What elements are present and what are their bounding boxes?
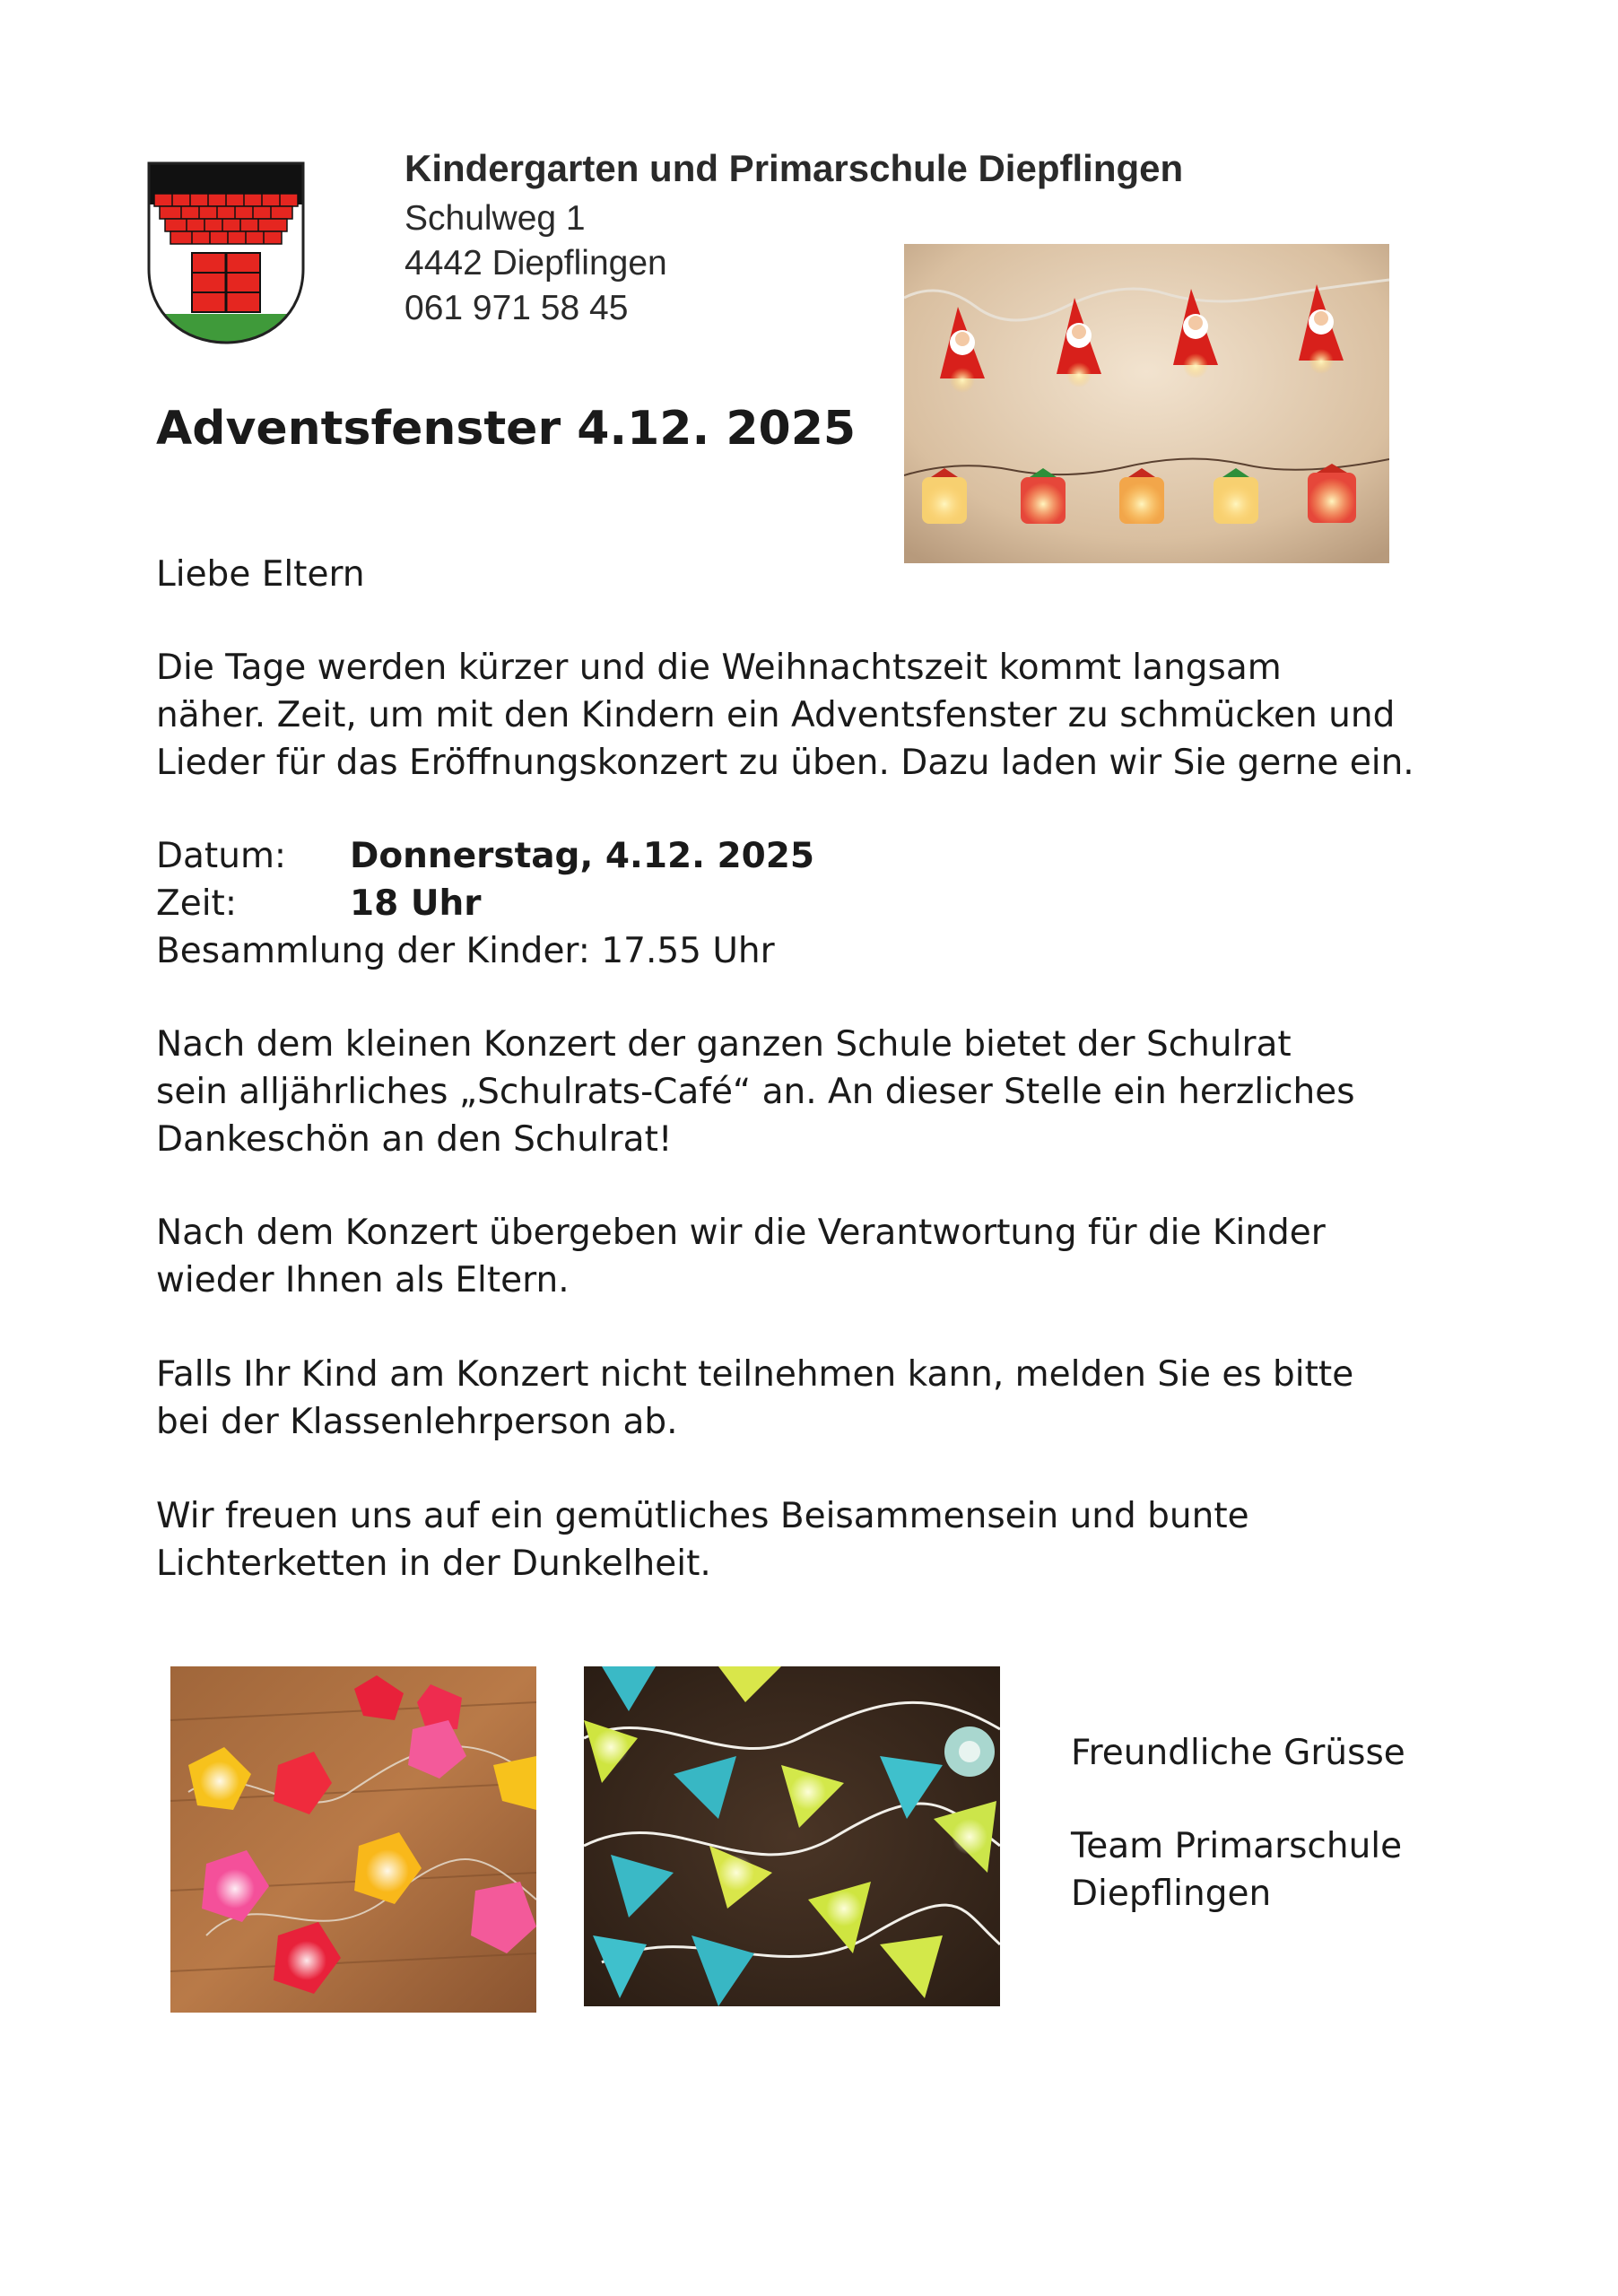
intro-line: näher. Zeit, um mit den Kindern ein Adventsfenster zu schmücken und bbox=[156, 695, 1396, 735]
closing-line: Wir freuen uns auf ein gemütliches Beisammensein und bunte bbox=[156, 1496, 1249, 1536]
time-label: Zeit: bbox=[156, 883, 237, 924]
team-line-1: Team Primarschule bbox=[1071, 1826, 1403, 1866]
intro-line: Die Tage werden kürzer und die Weihnachtszeit kommt langsam bbox=[156, 648, 1282, 688]
team-line-2: Diepflingen bbox=[1071, 1874, 1272, 1914]
school-street: Schulweg 1 bbox=[404, 199, 586, 238]
responsibility-line: Nach dem Konzert übergeben wir die Verantwortung für die Kinder bbox=[156, 1213, 1326, 1253]
responsibility-paragraph bbox=[156, 1209, 1501, 1304]
cafe-paragraph bbox=[156, 1021, 1501, 1163]
event-details bbox=[156, 832, 1501, 975]
school-name: Kindergarten und Primarschule Diepflingen bbox=[404, 147, 1184, 189]
closing-line: Lichterketten in der Dunkelheit. bbox=[156, 1544, 711, 1584]
cafe-line: sein alljährliches „Schulrats-Café“ an. An dieser Stelle ein herzliches bbox=[156, 1072, 1355, 1112]
absence-line: bei der Klassenlehrperson ab. bbox=[156, 1402, 678, 1442]
absence-line: Falls Ihr Kind am Konzert nicht teilnehmen kann, melden Sie es bitte bbox=[156, 1354, 1354, 1395]
school-city: 4442 Diepflingen bbox=[404, 244, 667, 283]
responsibility-line: wieder Ihnen als Eltern. bbox=[156, 1260, 570, 1300]
cafe-line: Dankeschön an den Schulrat! bbox=[156, 1119, 673, 1160]
school-phone: 061 971 58 45 bbox=[404, 289, 629, 327]
absence-paragraph bbox=[156, 1351, 1501, 1446]
salutation bbox=[156, 551, 1501, 598]
regards: Freundliche Grüsse bbox=[1071, 1733, 1405, 1773]
intro-paragraph bbox=[156, 644, 1501, 787]
assembly-time: Besammlung der Kinder: 17.55 Uhr bbox=[156, 931, 775, 971]
cafe-line: Nach dem kleinen Konzert der ganzen Schule bietet der Schulrat bbox=[156, 1024, 1292, 1065]
cone-lights-photo bbox=[584, 1666, 1000, 2006]
date-label: Datum: bbox=[156, 836, 287, 876]
date-value: Donnerstag, 4.12. 2025 bbox=[350, 836, 815, 876]
closing-paragraph bbox=[156, 1492, 1501, 1587]
time-value: 18 Uhr bbox=[350, 883, 482, 924]
crest-logo bbox=[147, 161, 305, 344]
intro-line: Lieder für das Eröffnungskonzert zu üben. Dazu laden wir Sie gerne ein. bbox=[156, 743, 1414, 783]
page-title: Adventsfenster 4.12. 2025 bbox=[156, 402, 857, 456]
salutation-line: Liebe Eltern bbox=[156, 554, 365, 595]
santa-garland-photo bbox=[904, 244, 1389, 563]
flower-lights-photo bbox=[170, 1666, 536, 2013]
